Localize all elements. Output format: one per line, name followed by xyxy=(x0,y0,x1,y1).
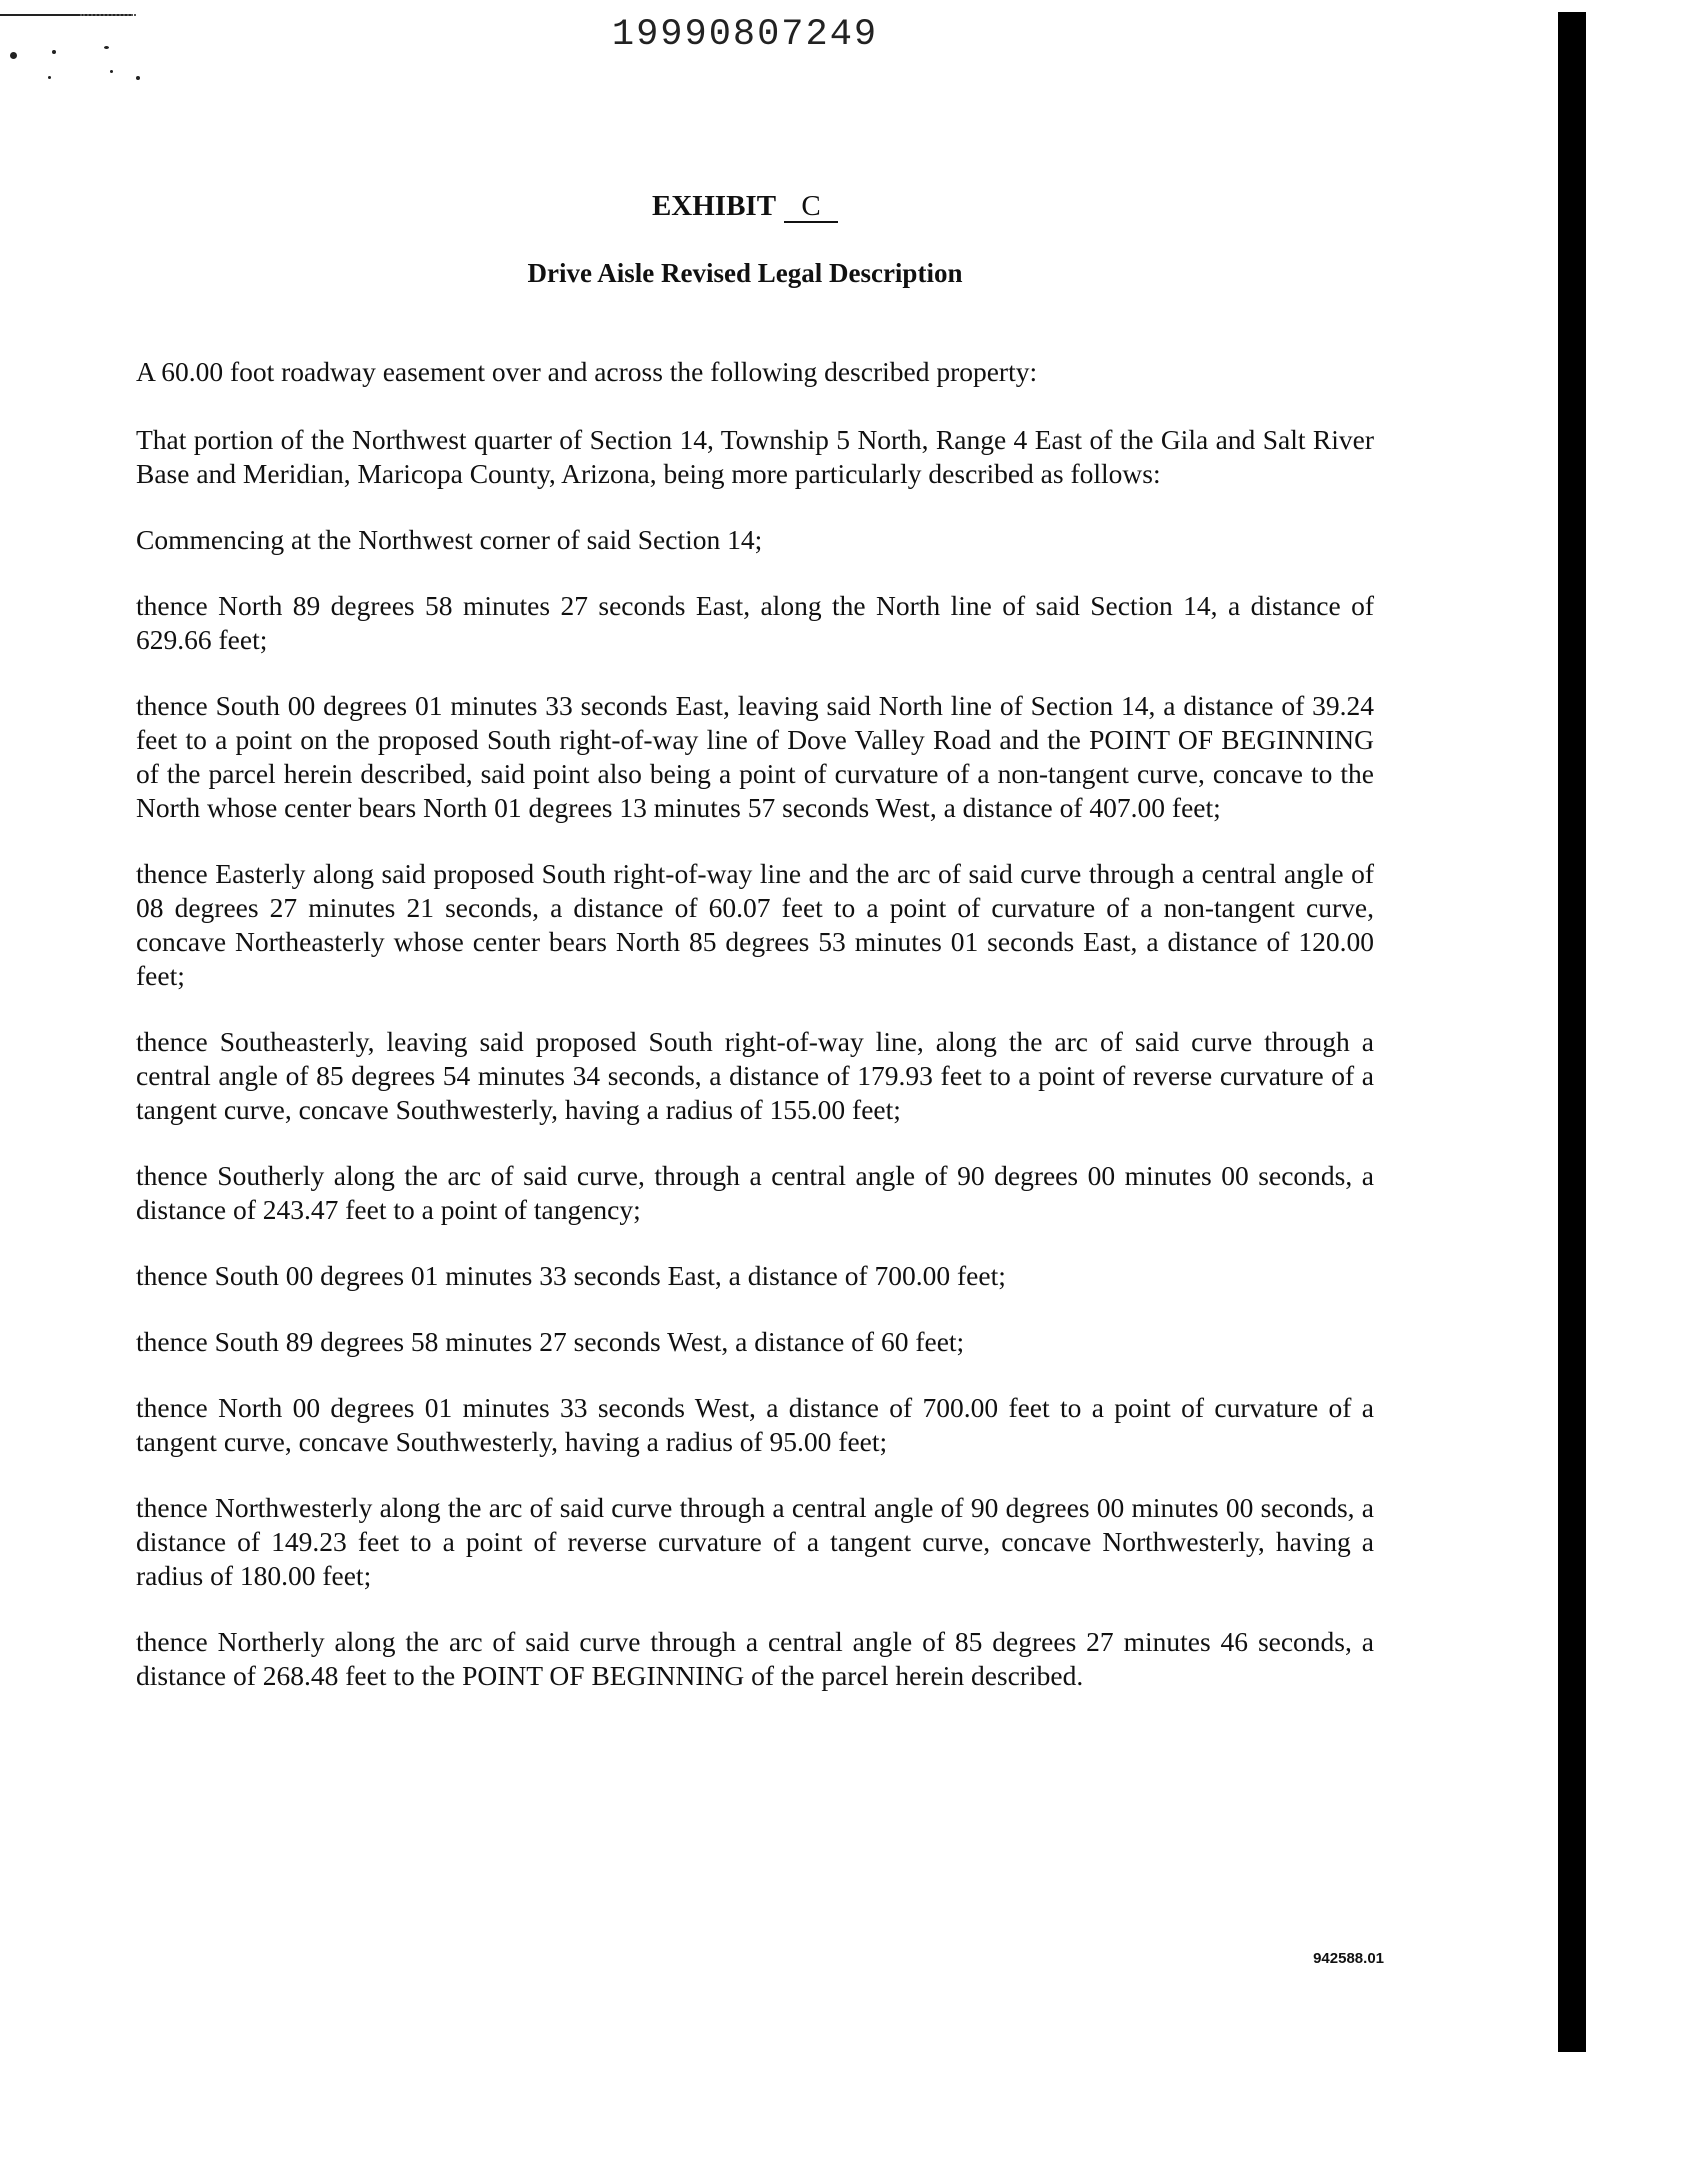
legal-description-body xyxy=(136,355,1374,1725)
exhibit-letter: C xyxy=(784,191,838,223)
footer-document-code: 942588.01 xyxy=(1313,1950,1384,1967)
paragraph: thence North 00 degrees 01 minutes 33 seconds West, a distance of 700.00 feet to a point of curvature of a tangent curve, concave Southwesterly, having a radius of 95.00 feet; xyxy=(136,1392,1374,1457)
paragraph: A 60.00 foot roadway easement over and across the following described property: xyxy=(136,356,1038,387)
paragraph: thence Northwesterly along the arc of said curve through a central angle of 90 degrees 00 minutes 00 seconds, a distance of 149.23 feet to a point of reverse curvature of a tangent curve, concave Northwesterly, having a radius of 180.00 feet; xyxy=(136,1492,1374,1591)
paragraph: thence Southeasterly, leaving said proposed South right-of-way line, along the arc of said curve through a central angle of 85 degrees 54 minutes 34 seconds, a distance of 179.93 feet to a point of reverse curvature of a tangent curve, concave Southwesterly, having a radius of 155.00 feet; xyxy=(136,1026,1374,1125)
paragraph: That portion of the Northwest quarter of Section 14, Township 5 North, Range 4 East of the Gila and Salt River Base and Meridian, Maricopa County, Arizona, being more particularly described as follows: xyxy=(136,424,1374,489)
exhibit-heading xyxy=(0,190,1490,223)
scan-speck xyxy=(48,76,51,79)
recording-number: 19990807249 xyxy=(611,14,879,56)
paragraph: thence Northerly along the arc of said curve through a central angle of 85 degrees 27 minutes 46 seconds, a distance of 268.48 feet to the POINT OF BEGINNING of the parcel herein described. xyxy=(136,1626,1374,1691)
exhibit-label: EXHIBIT xyxy=(651,190,777,222)
paragraph: thence North 89 degrees 58 minutes 27 seconds East, along the North line of said Section 14, a distance of 629.66 feet; xyxy=(136,590,1374,655)
scan-speck xyxy=(110,70,113,73)
paragraph: thence South 00 degrees 01 minutes 33 seconds East, a distance of 700.00 feet; xyxy=(136,1260,1006,1291)
paragraph: thence South 89 degrees 58 minutes 27 seconds West, a distance of 60 feet; xyxy=(136,1326,965,1357)
paragraph: thence Easterly along said proposed South right-of-way line and the arc of said curve through a central angle of 08 degrees 27 minutes 21 seconds, a distance of 60.07 feet to a point of curvature of a non-tangent curve, concave Northeasterly whose center bears North 85 degrees 53 minutes 01 seconds East, a distance of 120.00 feet; xyxy=(136,858,1374,991)
paragraph: thence South 00 degrees 01 minutes 33 seconds East, leaving said North line of Section 14, a distance of 39.24 feet to a point on the proposed South right-of-way line of Dove Valley Road and the POINT OF BEGINNING of the parcel herein described, said point also being a point of curvature of a non-tangent curve, concave to the North whose center bears North 01 degrees 13 minutes 57 seconds West, a distance of 407.00 feet; xyxy=(136,690,1374,823)
document-subtitle: Drive Aisle Revised Legal Description xyxy=(527,258,963,288)
scan-edge-bar xyxy=(1558,12,1586,2052)
paragraph: Commencing at the Northwest corner of said Section 14; xyxy=(136,524,763,555)
scan-speck xyxy=(136,76,140,80)
paragraph: thence Southerly along the arc of said curve, through a central angle of 90 degrees 00 minutes 00 seconds, a distance of 243.47 feet to a point of tangency; xyxy=(136,1160,1374,1225)
